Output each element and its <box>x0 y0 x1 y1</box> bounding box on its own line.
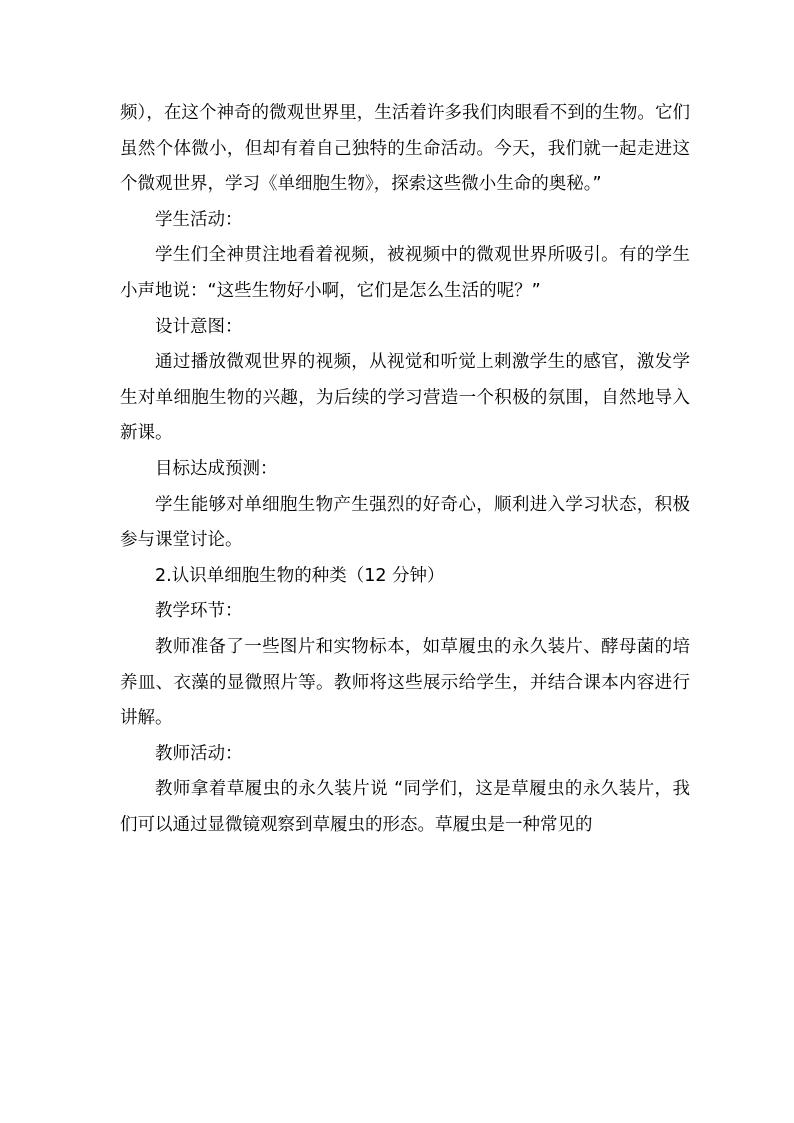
heading-student-activity: 学生活动： <box>155 209 243 230</box>
document-body <box>120 96 690 843</box>
heading-goal-prediction: 目标达成预测： <box>155 458 278 479</box>
paragraph-goal-prediction: 学生能够对单细胞生物产生强烈的好奇心，顺利进入学习状态，积极参与课堂讨论。 <box>120 494 690 551</box>
heading-teaching-step: 教学环节： <box>155 601 243 622</box>
paragraph-student-activity: 学生们全神贯注地看着视频，被视频中的微观世界所吸引。有的学生小声地说：“这些生物好小啊，它们是怎么生活的呢？” <box>120 245 690 301</box>
paragraph-intro-continuation: 频），在这个神奇的微观世界里，生活着许多我们肉眼看不到的生物。它们虽然个体微小，但却有着自己独特的生命活动。今天，我们就一起走进这个微观世界，学习《单细胞生物》，探索这些微小生命的奥秘。” <box>120 103 690 195</box>
heading-section-2: 2.认识单细胞生物的种类（12 分钟） <box>155 565 445 586</box>
paragraph-teaching-step: 教师准备了一些图片和实物标本，如草履虫的永久装片、酵母菌的培养皿、衣藻的显微照片等。教师将这些展示给学生，并结合课本内容进行讲解。 <box>120 636 690 729</box>
paragraph-teacher-activity: 教师拿着草履虫的永久装片说 “同学们，这是草履虫的永久装片，我们可以通过显微镜观察到草履虫的形态。草履虫是一种常见的 <box>120 779 690 835</box>
heading-teacher-activity: 教师活动： <box>155 743 243 764</box>
heading-design-intent: 设计意图： <box>155 316 243 337</box>
paragraph-design-intent: 通过播放微观世界的视频，从视觉和听觉上刺激学生的感官，激发学生对单细胞生物的兴趣，为后续的学习营造一个积极的氛围，自然地导入新课。 <box>120 352 690 444</box>
